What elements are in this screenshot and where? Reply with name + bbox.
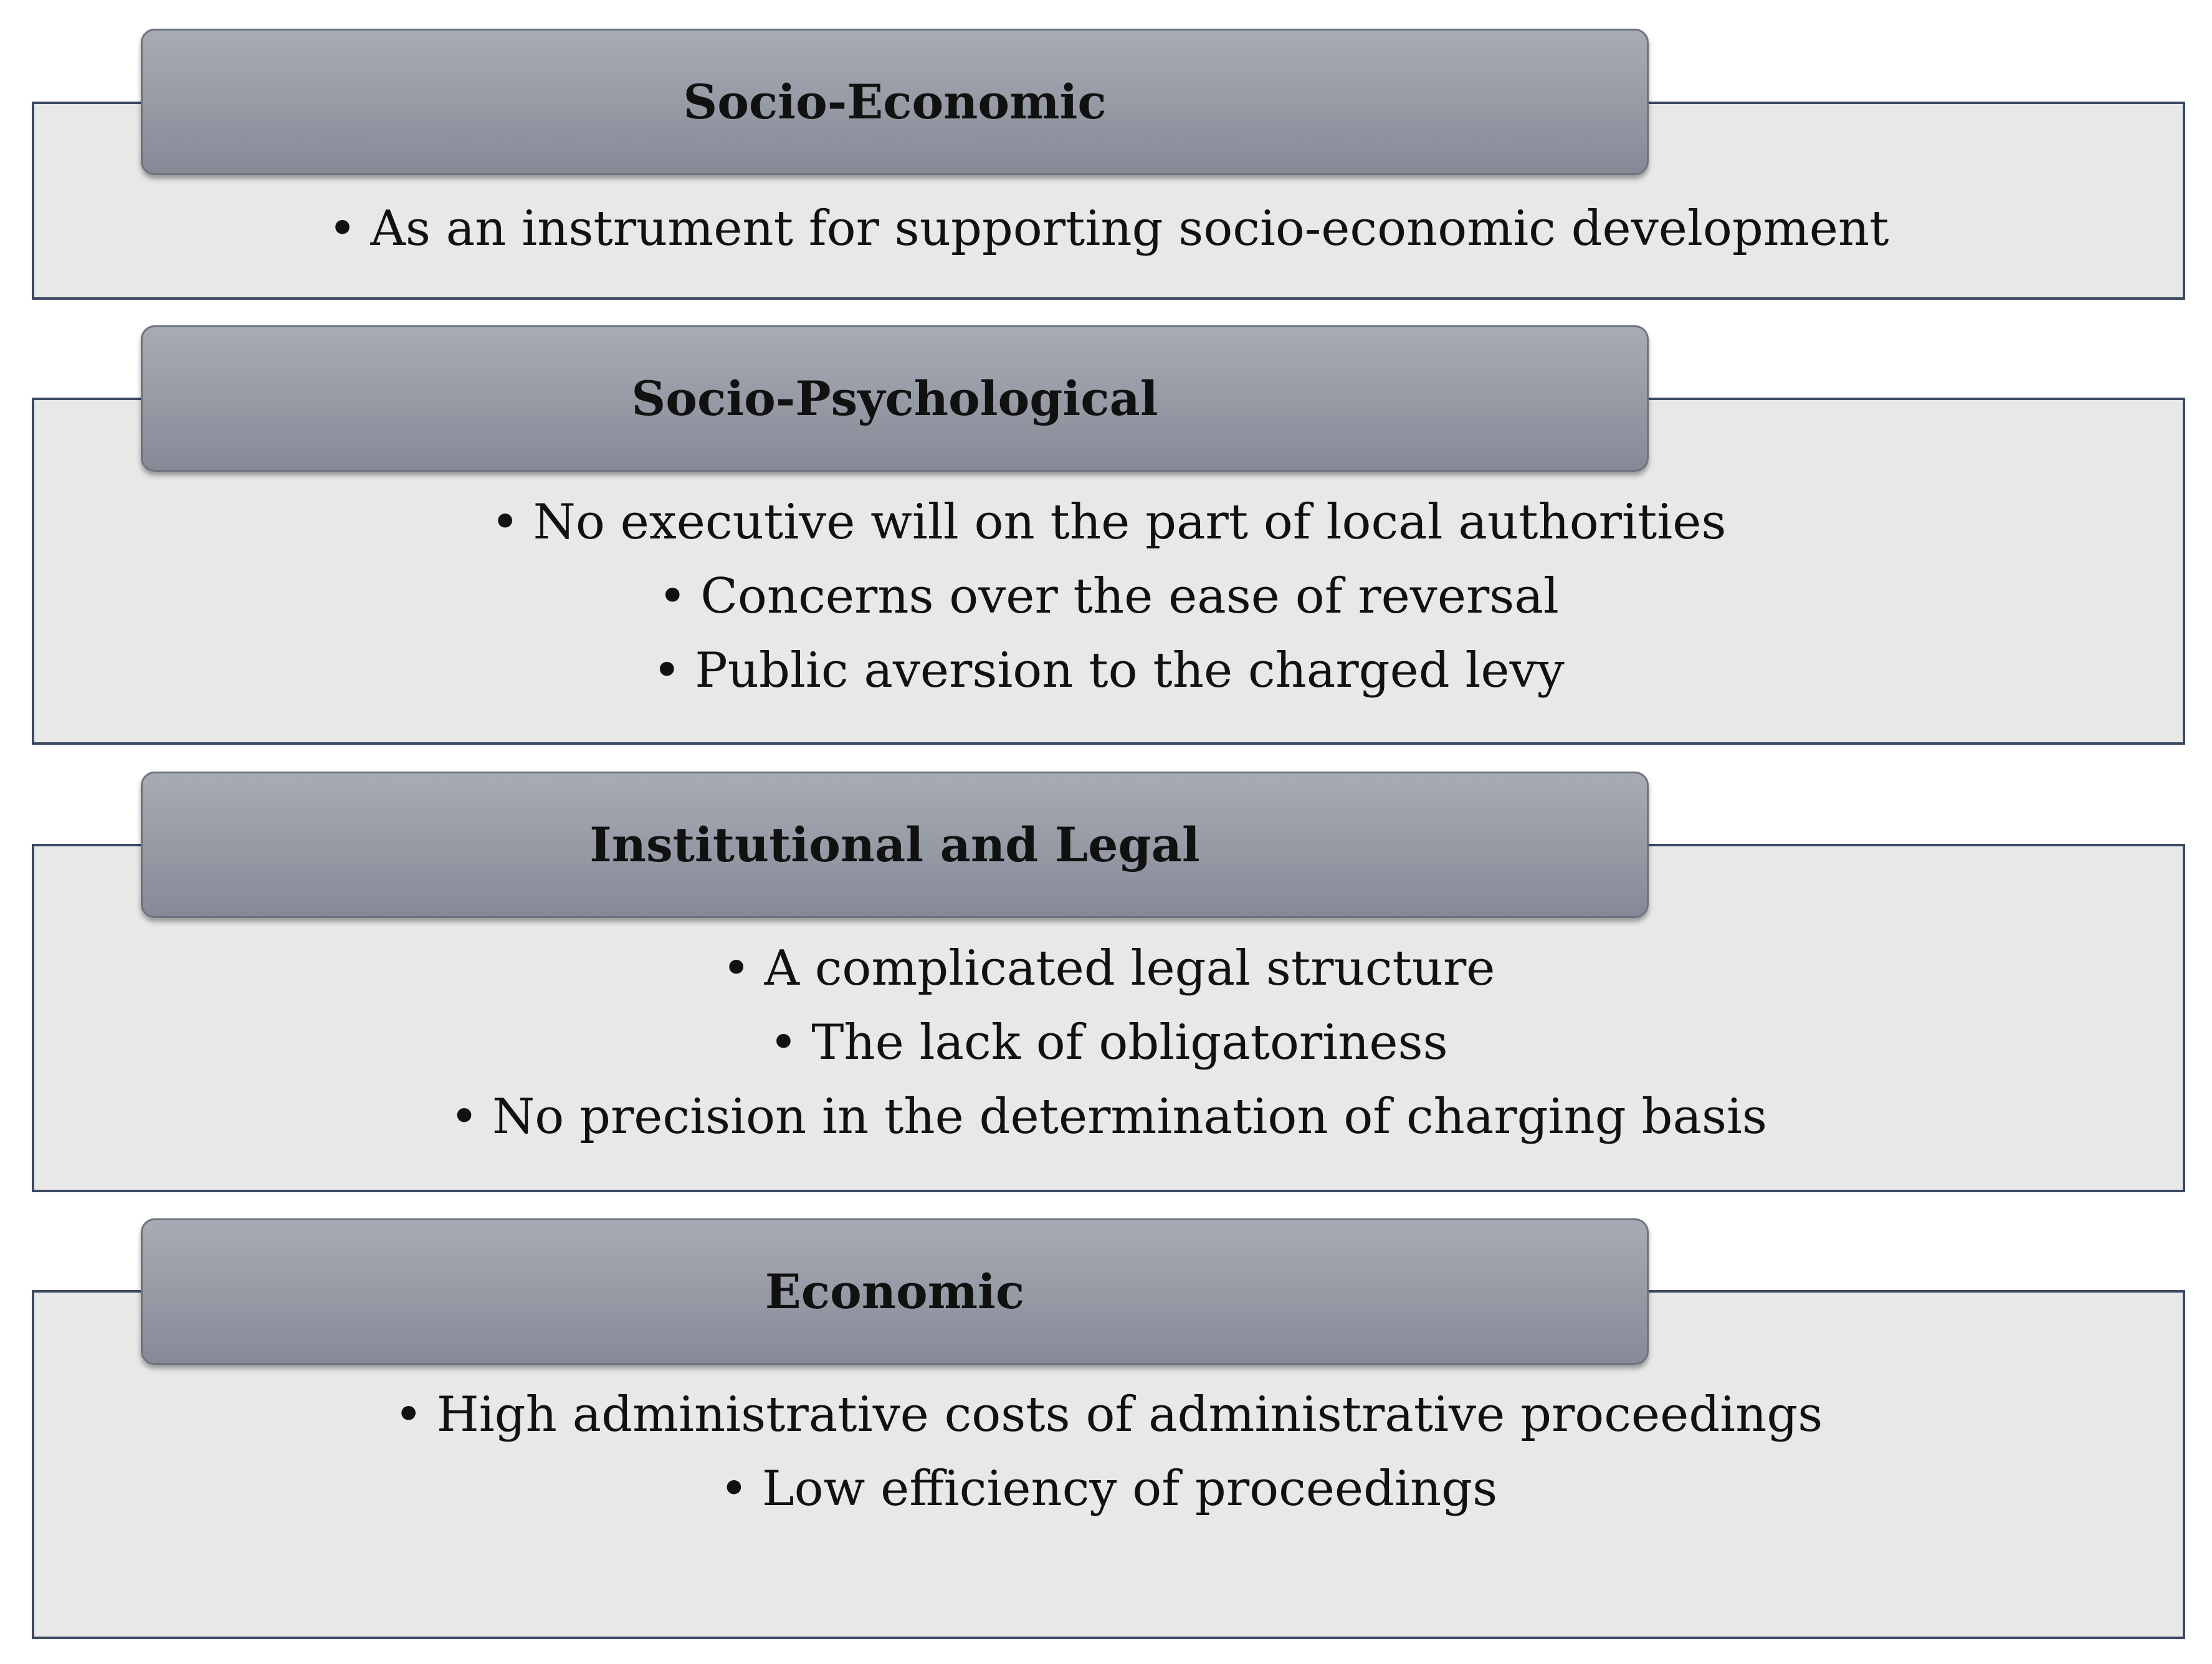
list-item (720, 1452, 1497, 1526)
list-item (722, 932, 1495, 1006)
section-header-socio-psychological (141, 325, 1649, 472)
item-text: As an instrument for supporting socio-economic development (370, 201, 1889, 257)
bullet-icon: • (490, 494, 520, 550)
item-text: No executive will on the part of local authorities (533, 494, 1727, 550)
list-item (769, 1006, 1447, 1080)
section-title: Socio-Psychological (631, 371, 1158, 426)
item-text: Concerns over the ease of reversal (700, 568, 1559, 624)
section-title: Socio-Economic (683, 74, 1107, 130)
bullet-icon: • (769, 1015, 798, 1071)
bullet-icon: • (658, 568, 687, 624)
section-header-economic (141, 1218, 1649, 1365)
item-text: A complicated legal structure (764, 940, 1495, 997)
section-items (34, 485, 2183, 708)
section-title: Economic (765, 1264, 1025, 1319)
item-text: No precision in the determination of charging basis (492, 1089, 1767, 1145)
bullet-icon: • (450, 1089, 479, 1145)
bullet-icon: • (394, 1387, 423, 1443)
section-header-institutional-legal (141, 772, 1649, 918)
section-items (34, 932, 2183, 1154)
list-item (491, 485, 1727, 560)
bullet-icon: • (719, 1461, 748, 1517)
bullet-icon: • (328, 201, 357, 257)
list-item (328, 192, 1889, 266)
section-items (34, 1378, 2183, 1526)
section-title: Institutional and Legal (589, 817, 1200, 873)
item-text: Low efficiency of proceedings (761, 1461, 1498, 1517)
bullet-icon: • (652, 643, 682, 699)
item-text: The lack of obligatoriness (811, 1015, 1448, 1071)
item-text: Public aversion to the charged levy (695, 643, 1565, 699)
section-items (34, 192, 2183, 266)
list-item (394, 1378, 1823, 1452)
list-item (450, 1080, 1767, 1154)
section-header-socio-economic (141, 29, 1649, 175)
bullet-icon: • (722, 940, 751, 997)
item-text: High administrative costs of administrative proceedings (436, 1387, 1823, 1443)
list-item (658, 560, 1559, 634)
list-item (652, 634, 1564, 708)
